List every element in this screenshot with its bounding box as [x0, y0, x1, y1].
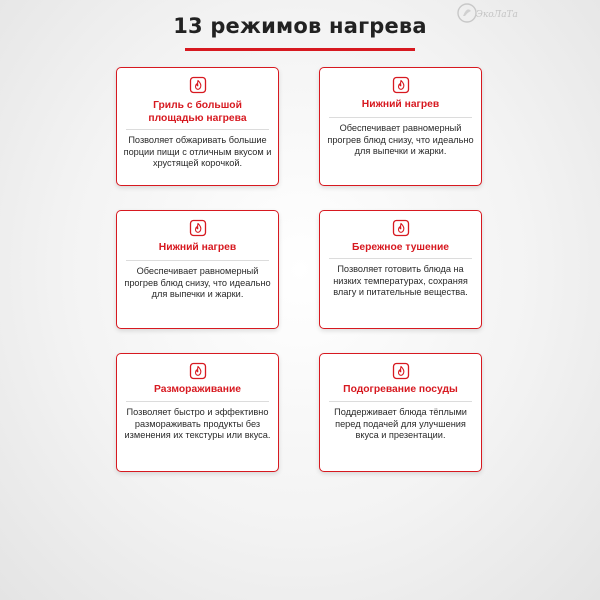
flame-icon	[392, 219, 410, 237]
card-title: Бережное тушение	[351, 242, 450, 253]
brand-logo	[456, 2, 518, 24]
card-description: Поддерживает блюда тёплыми перед подачей для улучшения вкуса и презентации.	[334, 407, 467, 440]
flame-icon	[189, 219, 207, 237]
card-title: Подогревание посуды	[343, 384, 458, 395]
card-description: Позволяет быстро и эффективно размораживать продукты без изменения их текстуры или вкуса.	[124, 407, 271, 440]
card-title: Гриль с большой площадью нагрева	[148, 100, 247, 124]
card-description: Обеспечивает равномерный прогрев блюд снизу, что идеально для выпечки и жарки.	[124, 266, 271, 299]
mode-card-dish-warming	[319, 353, 482, 472]
card-title: Размораживание	[153, 384, 242, 395]
card-divider	[329, 117, 472, 118]
card-divider	[126, 401, 269, 402]
card-description: Обеспечивает равномерный прогрев блюд снизу, что идеально для выпечки и жарки.	[327, 123, 474, 156]
mode-card-bottom-heat	[116, 210, 279, 329]
page-title: 13 режимов нагрева	[173, 14, 427, 38]
flame-icon	[392, 76, 410, 94]
card-divider	[329, 258, 472, 259]
card-title: Нижний нагрев	[158, 242, 237, 253]
card-divider	[329, 401, 472, 402]
mode-card-grill	[116, 67, 279, 186]
title-underline	[185, 48, 415, 51]
brand-logo-text: ЭкоЛаТа	[476, 10, 518, 20]
mode-card-bottom-heat	[319, 67, 482, 186]
mode-card-slow-stew	[319, 210, 482, 329]
mode-card-defrost	[116, 353, 279, 472]
card-description: Позволяет готовить блюда на низких температурах, сохраняя влагу и питательные вещества.	[333, 264, 468, 297]
flame-icon	[392, 362, 410, 380]
card-divider	[126, 260, 269, 261]
card-title: Нижний нагрев	[361, 99, 440, 110]
card-description: Позволяет обжаривать большие порции пищи с отличным вкусом и хрустящей корочкой.	[123, 135, 272, 168]
flame-icon	[189, 362, 207, 380]
card-divider	[126, 129, 269, 130]
flame-icon	[189, 76, 207, 94]
